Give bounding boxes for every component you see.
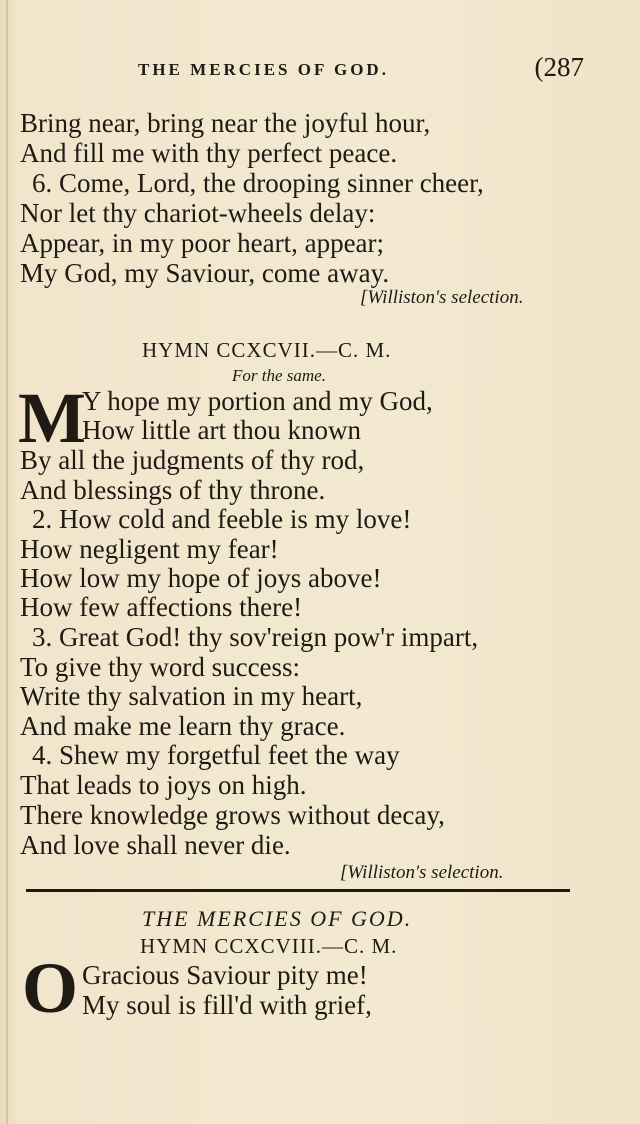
attribution: [Williston's selection.	[360, 287, 524, 308]
page-gutter	[6, 0, 8, 1124]
verse-line: 4. Shew my forgetful feet the way	[32, 740, 400, 770]
verse-line: My soul is fill'd with grief,	[82, 990, 372, 1020]
attribution: [Williston's selection.	[340, 862, 504, 883]
verse-line: And blessings of thy throne.	[20, 475, 326, 505]
verse-line: That leads to joys on high.	[20, 770, 307, 800]
drop-cap: O	[22, 948, 79, 1028]
verse-line: Nor let thy chariot-wheels delay:	[20, 198, 376, 228]
verse-line: How low my hope of joys above!	[20, 563, 382, 593]
running-head-title: THE MERCIES OF GOD.	[138, 60, 389, 79]
verse-line: My God, my Saviour, come away.	[20, 258, 390, 288]
section-divider	[26, 889, 570, 892]
verse-line: And love shall never die.	[20, 830, 291, 860]
verse-line: 6. Come, Lord, the drooping sinner cheer,	[32, 168, 484, 198]
verse-line: How negligent my fear!	[20, 534, 279, 564]
verse-line: To give thy word success:	[20, 652, 301, 682]
hymn-subheading: For the same.	[232, 366, 326, 385]
verse-line: Write thy salvation in my heart,	[20, 681, 363, 711]
page-number: (287	[534, 52, 584, 82]
verse-line: 2. How cold and feeble is my love!	[32, 504, 412, 534]
verse-line: Appear, in my poor heart, appear;	[20, 228, 385, 258]
verse-line: How few affections there!	[20, 592, 303, 622]
hymn-heading: HYMN CCXCVII.—C. M.	[142, 338, 392, 362]
verse-line: Bring near, bring near the joyful hour,	[20, 108, 431, 138]
verse-line: And make me learn thy grace.	[20, 711, 346, 741]
drop-cap: M	[18, 378, 86, 458]
verse-line: 3. Great God! thy sov'reign pow'r impart,	[32, 622, 479, 652]
verse-line: Gracious Saviour pity me!	[82, 960, 368, 990]
verse-line: Y hope my portion and my God,	[82, 386, 433, 416]
running-head	[138, 52, 584, 86]
section-title: THE MERCIES OF GOD.	[142, 906, 413, 931]
verse-line: By all the judgments of thy rod,	[20, 445, 365, 475]
verse-line: There knowledge grows without decay,	[20, 800, 445, 830]
hymn-heading: HYMN CCXCVIII.—C. M.	[140, 934, 398, 958]
verse-line: And fill me with thy perfect peace.	[20, 138, 398, 168]
verse-line: How little art thou known	[82, 415, 361, 445]
